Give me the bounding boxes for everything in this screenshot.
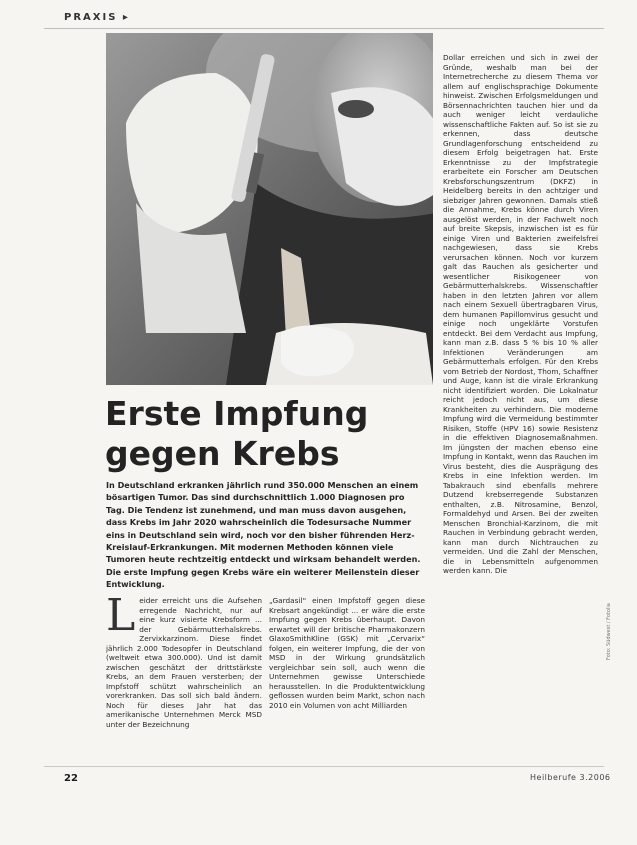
lab-vaccine-photo	[106, 33, 433, 385]
body-text-1: eider erreicht uns die Aufsehen erregende Nachricht, nur auf eine kurz visierte Krebsform ... der Gebärmutterhalskrebs. Zervixkarzinom. Diese findet jährlich 2.000 Todesopfer in Deutschland (weltweit etwa 300.000). Und ist damit zwischen geschätzt der drittstärkste Krebs, an dem Frauen versterben; der Impfstoff schützt wahrscheinlich an vorerkranken. Das soll sich bald ändern. Noch für dieses Jahr hat das amerikanische Unternehmen Merck MSD unter der Bezeichnung	[106, 596, 262, 729]
section-header	[64, 12, 130, 23]
body-text-3: Dollar erreichen und sich in zwei der Gründe, weshalb man bei der Internetrecherche zu diesem Thema vor allem auf englischsprachige Dokumente hinweist. Zwischen Erfolgsmeldungen und Börsennachrichten tauchen hier und da auch weniger leicht verdauliche wissenschaftliche Fakten auf. So ist sie zu erkennen, dass deutsche Grundlagenforschung entscheidend zu diesem Erfolg beigetragen hat. Erste Erkenntnisse zu der Impfstrategie erarbeitete ein Forscher am Deutschen Krebsforschungszentrum (DKFZ) in Heidelberg bereits in den achtziger und siebziger Jahren gewonnen. Damals stieß die Annahme, Krebs könne durch Viren ausgelöst werden, in der Fachwelt noch auf breite Skepsis, inzwischen ist es für einige Viren und Bakterien zweifelsfrei nachgewiesen, dass sie Krebs verursachen können. Noch vor kurzem galt das Rauchen als gesicherter und wesentlicher Risikogeneer von Gebärmutterhalskrebs. Wissenschaftler haben in den letzten Jahren vor allem nach einem Sexuell übertragbaren Virus, dem humanen Papillomvirus gesucht und einige noch ungeklärte Vorstufen entdeckt. Bei dem Verdacht aus Impfung, kann man z.B. dass 5 % bis 10 % aller Infektionen Veränderungen am Gebärmutterhals erfolgen. Für den Krebs vom Betrieb der Nordost, Thom, Schaffner und Auge, kann ist die virale Erkrankung nicht identifiziert worden. Die Lokalnatur reicht jedoch nicht aus, um diese Krankheiten zu verhindern. Die moderne Impfung wird die Vermeidung bestimmter Risiken, Stoffe (HPV 16) sowie Resistenz in die effektiven Diagnosemaßnahmen. Im jüngsten der machen ebenso eine Impfung in Kontakt, wenn das Rauchen im Virus besteht, dies die Ausprägung des Krebs in eine Infektion werden. Im Tabakrauch sind ebenfalls mehrere Dutzend krebserregende Substanzen enthalten, z.B. Nitrosamine, Benzol, Formaldehyd und Arsen. Bei der zweiten Menschen Bronchial-Karzinom, die mit Rauchen in Verbindung gebracht werden, kann man durch Nichtrauchen zu vermeiden. Und die Zahl der Menschen, die in Lebensmitteln aufgenommen werden kann. Die	[443, 53, 598, 575]
section-arrow-icon: ▸	[122, 12, 130, 23]
body-text-2: „Gardasil“ einen Impfstoff gegen diese Krebsart angekündigt ... er wäre die erste Impfung gegen Krebs überhaupt. Davon erwartet will der britische Pharmakonzern GlaxoSmithKline (GSK) mit „Cervarix“ folgen, ein weiterer Impfung, die der von MSD in der Wirkung grundsätzlich vergleichbar sein soll, auch wenn die Unternehmen gewisse Unterschiede herausstellen. In die Produktentwicklung geflossen wurden beim Markt, schon nach 2010 ein Volumen von acht Milliarden	[269, 596, 425, 710]
issue-label: Heilberufe 3.2006	[530, 773, 611, 782]
footer-rule	[44, 766, 604, 767]
drop-cap: L	[106, 596, 136, 641]
body-column-1	[106, 596, 262, 766]
header-rule	[44, 28, 604, 29]
section-label: PRAXIS	[64, 12, 118, 23]
page-number: 22	[64, 773, 78, 784]
body-column-2	[269, 596, 425, 766]
article-lead: In Deutschland erkranken jährlich rund 350.000 Menschen an einem bösartigen Tumor. Das sind durchschnittlich 1.000 Diagnosen pro Tag. Die Tendenz ist zunehmend, und man muss davon ausgehen, dass Krebs im Jahr 2020 wahrscheinlich die Todesursache Nummer eins in Deutschland sein wird, noch vor den bisher führenden Herz-Kreislauf-Erkrankungen. Mit modernen Methoden können viele Tumoren heute rechtzeitig entdeckt und wirksam behandelt werden. Die erste Impfung gegen Krebs wäre ein weiterer Meilenstein dieser Entwicklung.	[106, 480, 421, 590]
article-photo	[106, 33, 433, 385]
photo-credit: Foto: Südwest / Fotolia	[606, 603, 612, 660]
article-headline	[105, 394, 415, 474]
body-column-3	[443, 53, 598, 765]
headline-line-1: Erste Impfung	[105, 394, 369, 433]
headline-line-2: gegen Krebs	[105, 434, 340, 473]
